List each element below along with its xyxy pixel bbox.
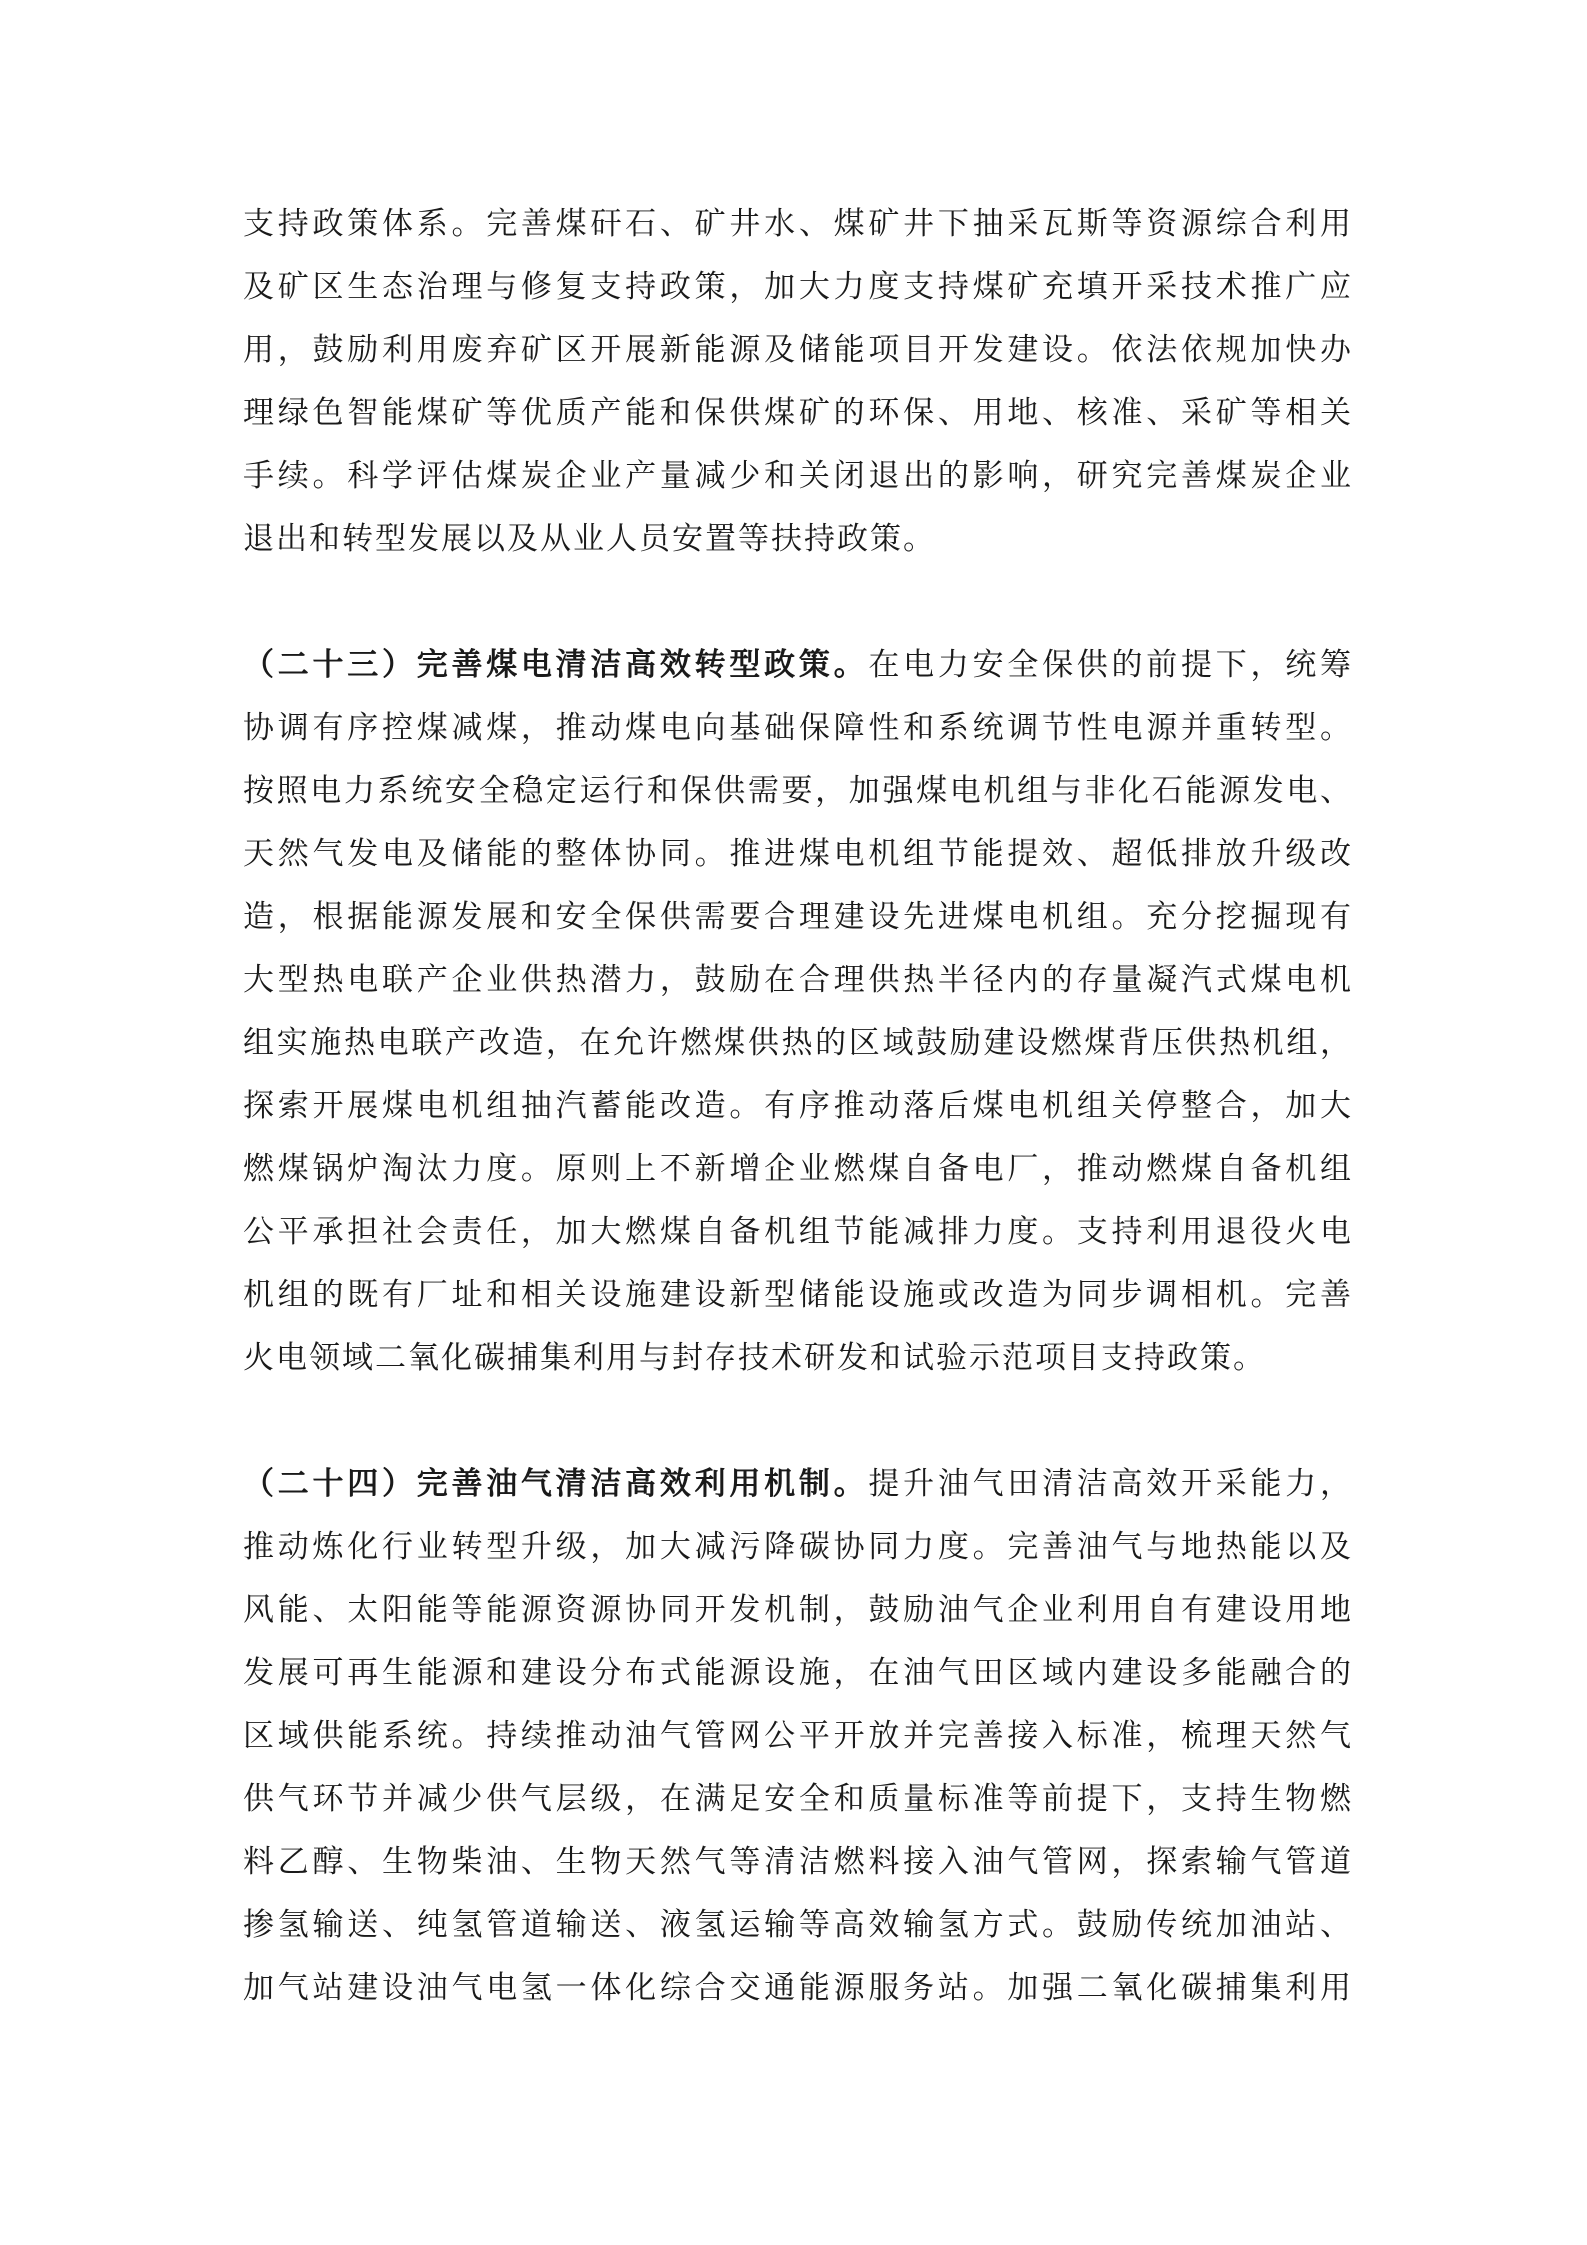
section-heading-24: （二十四）完善油气清洁高效利用机制。 xyxy=(243,1466,869,1502)
text-line-first xyxy=(243,634,1353,697)
text-line: 探索开展煤电机组抽汽蓄能改造。有序推动落后煤电机组关停整合，加大 xyxy=(243,1088,1353,1124)
text-line: 大型热电联产企业供热潜力，鼓励在合理供热半径内的存量凝汽式煤电机 xyxy=(243,962,1353,998)
text-run: 在电力安全保供的前提下，统筹 xyxy=(868,647,1354,683)
text-line: 发展可再生能源和建设分布式能源设施，在油气田区域内建设多能融合的 xyxy=(243,1655,1353,1691)
text-line: 协调有序控煤减煤，推动煤电向基础保障性和系统调节性电源并重转型。 xyxy=(243,710,1353,746)
text-line: 组实施热电联产改造，在允许燃煤供热的区域鼓励建设燃煤背压供热机组， xyxy=(243,1025,1353,1061)
text-line: 退出和转型发展以及从业人员安置等扶持政策。 xyxy=(243,521,936,557)
text-line: 燃煤锅炉淘汰力度。原则上不新增企业燃煤自备电厂，推动燃煤自备机组 xyxy=(243,1151,1353,1187)
text-line: 理绿色智能煤矿等优质产能和保供煤矿的环保、用地、核准、采矿等相关 xyxy=(243,395,1353,431)
text-line: 用，鼓励利用废弃矿区开展新能源及储能项目开发建设。依法依规加快办 xyxy=(243,332,1353,368)
text-line: 造，根据能源发展和安全保供需要合理建设先进煤电机组。充分挖掘现有 xyxy=(243,899,1353,935)
paragraph-gap xyxy=(243,571,1353,634)
text-line: 支持政策体系。完善煤矸石、矿井水、煤矿井下抽采瓦斯等资源综合利用 xyxy=(243,206,1353,242)
text-line: 料乙醇、生物柴油、生物天然气等清洁燃料接入油气管网，探索输气管道 xyxy=(243,1844,1353,1880)
text-line: 及矿区生态治理与修复支持政策，加大力度支持煤矿充填开采技术推广应 xyxy=(243,269,1353,305)
text-line: 公平承担社会责任，加大燃煤自备机组节能减排力度。支持利用退役火电 xyxy=(243,1214,1353,1250)
text-line: 区域供能系统。持续推动油气管网公平开放并完善接入标准，梳理天然气 xyxy=(243,1718,1353,1754)
text-line: 掺氢输送、纯氢管道输送、液氢运输等高效输氢方式。鼓励传统加油站、 xyxy=(243,1907,1353,1943)
paragraph-gap xyxy=(243,1390,1353,1453)
text-line-first xyxy=(243,1453,1353,1516)
text-line: 供气环节并减少供气层级，在满足安全和质量标准等前提下，支持生物燃 xyxy=(243,1781,1353,1817)
text-line: 推动炼化行业转型升级，加大减污降碳协同力度。完善油气与地热能以及 xyxy=(243,1529,1353,1565)
text-run: 提升油气田清洁高效开采能力， xyxy=(868,1466,1354,1502)
document-body xyxy=(243,193,1353,2020)
paragraph-24-oil-gas xyxy=(243,1453,1353,2020)
text-line: 按照电力系统安全稳定运行和保供需要，加强煤电机组与非化石能源发电、 xyxy=(243,773,1353,809)
text-line: 天然气发电及储能的整体协同。推进煤电机组节能提效、超低排放升级改 xyxy=(243,836,1353,872)
section-heading-23: （二十三）完善煤电清洁高效转型政策。 xyxy=(243,647,869,683)
paragraph-coal-support xyxy=(243,193,1353,571)
text-line: 风能、太阳能等能源资源协同开发机制，鼓励油气企业利用自有建设用地 xyxy=(243,1592,1353,1628)
text-line: 火电领域二氧化碳捕集利用与封存技术研发和试验示范项目支持政策。 xyxy=(243,1340,1266,1376)
paragraph-23-coal-power xyxy=(243,634,1353,1390)
text-line: 机组的既有厂址和相关设施建设新型储能设施或改造为同步调相机。完善 xyxy=(243,1277,1353,1313)
text-line: 手续。科学评估煤炭企业产量减少和关闭退出的影响，研究完善煤炭企业 xyxy=(243,458,1353,494)
text-line: 加气站建设油气电氢一体化综合交通能源服务站。加强二氧化碳捕集利用 xyxy=(243,1970,1353,2006)
